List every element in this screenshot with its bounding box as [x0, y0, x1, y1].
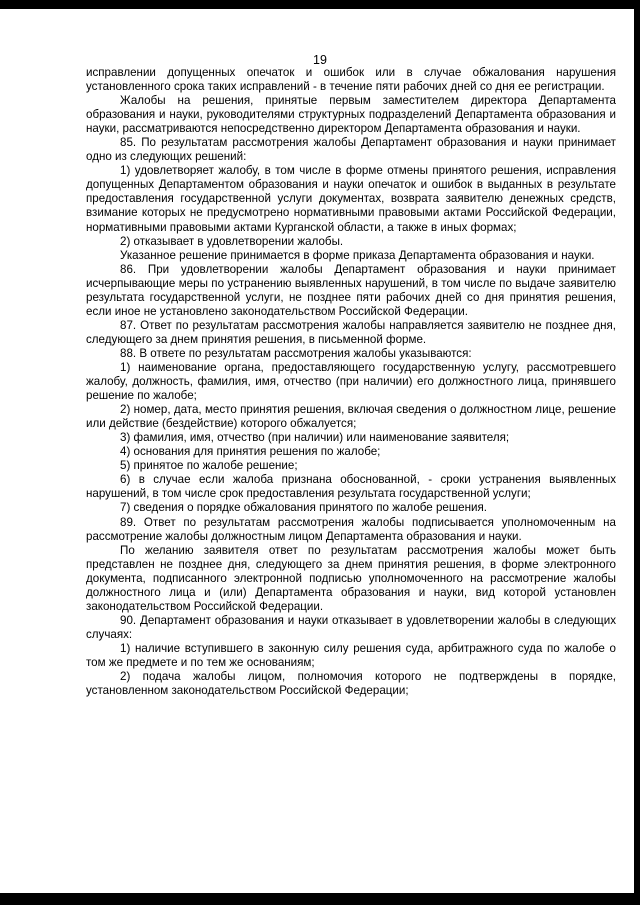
paragraph-88-item-5: 5) принятое по жалобе решение; [120, 459, 298, 473]
paragraph-decision-form: Указанное решение принимается в форме приказа Департамента образования и науки. [120, 248, 595, 262]
scan-border-bottom [0, 893, 640, 905]
paragraph-88-item-3: 3) фамилия, имя, отчество (при наличии) или наименование заявителя; [120, 431, 510, 445]
paragraph-85-item-1: 1) удовлетворяет жалобу, в том числе в форме отмены принятого решения, исправления допущенных Департаментом образования и науки опечаток и ошибок в выданных в результате предоставления государственной услуги документах, возврата заявителю денежных средств, взимание которых не предусмотрено нормативными правовыми актами Российской Федерации, нормативными правовыми актами Курганской области, а также в иных формах; [86, 164, 616, 234]
paragraph-88: 88. В ответе по результатам рассмотрения жалобы указываются: [120, 346, 472, 360]
paragraph-90-item-2: 2) подача жалобы лицом, полномочия которого не подтверждены в порядке, установленном законодательством Российской Федерации; [86, 670, 616, 698]
paragraph-88-item-4: 4) основания для принятия решения по жалобе; [120, 445, 381, 459]
paragraph-87: 87. Ответ по результатам рассмотрения жалобы направляется заявителю не позднее дня, следующего за днем принятия решения, в письменной форме. [86, 318, 616, 346]
paragraph-88-item-6: 6) в случае если жалоба признана обоснованной, - сроки устранения выявленных нарушений, в том числе срок предоставления результата государственной услуги; [86, 473, 616, 501]
paragraph-88-item-2: 2) номер, дата, место принятия решения, включая сведения о должностном лице, решение или действие (бездействие) которого обжалуется; [86, 403, 616, 431]
page-number: 19 [313, 53, 327, 67]
paragraph-85-item-2: 2) отказывает в удовлетворении жалобы. [120, 234, 344, 248]
document-body [86, 66, 616, 698]
scan-border-top [0, 0, 640, 9]
paragraph-85: 85. По результатам рассмотрения жалобы Департамент образования и науки принимает одно из следующих решений: [86, 136, 616, 164]
paragraph-86: 86. При удовлетворении жалобы Департамент образования и науки принимает исчерпывающие меры по устранению выявленных нарушений, в том числе по выдаче заявителю результата государственной услуги, не позднее пяти рабочих дней со дня принятия решения, если иное не установлено законодательством Российской Федерации. [86, 262, 616, 318]
paragraph-continuation: исправлении допущенных опечаток и ошибок или в случае обжалования нарушения установленного срока таких исправлений - в течение пяти рабочих дней со дня ее регистрации. [86, 66, 616, 94]
paragraph-90-item-1: 1) наличие вступившего в законную силу решения суда, арбитражного суда по жалобе о том же предмете и по тем же основаниям; [86, 641, 616, 669]
paragraph-89: 89. Ответ по результатам рассмотрения жалобы подписывается уполномоченным на рассмотрение жалобы должностным лицом Департамента образования и науки. [86, 515, 616, 543]
paragraph-electronic-answer: По желанию заявителя ответ по результатам рассмотрения жалобы может быть представлен не позднее дня, следующего за днем принятия решения, в форме электронного документа, подписанного электронной подписью уполномоченного на рассмотрение жалобы должностного лица и (или) Департамента образования и науки, вид которой установлен законодательством Российской Федерации. [86, 543, 616, 613]
paragraph-88-item-1: 1) наименование органа, предоставляющего государственную услугу, рассмотревшего жалобу, должность, фамилия, имя, отчество (при наличии) его должностного лица, принявшего решение по жалобе; [86, 360, 616, 403]
paragraph-complaints-deputy: Жалобы на решения, принятые первым заместителем директора Департамента образования и науки, руководителями структурных подразделений Департамента образования и науки, рассматриваются непосредственно директором Департамента образования и науки. [86, 94, 616, 136]
paragraph-90: 90. Департамент образования и науки отказывает в удовлетворении жалобы в следующих случаях: [86, 613, 616, 641]
paragraph-88-item-7: 7) сведения о порядке обжалования принятого по жалобе решения. [120, 501, 487, 515]
scan-border-right [634, 0, 640, 905]
